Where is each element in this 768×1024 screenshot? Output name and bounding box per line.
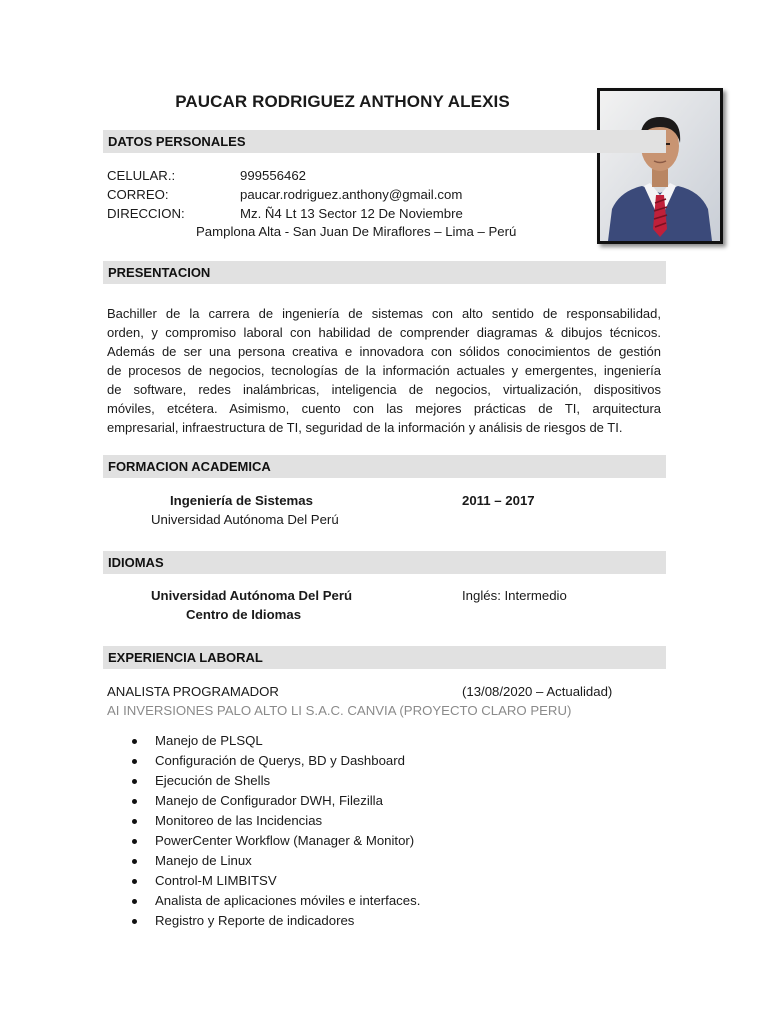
section-header-education xyxy=(103,455,666,478)
phone-label: CELULAR.: xyxy=(107,168,176,183)
section-header-personal xyxy=(103,130,666,153)
section-header-experience xyxy=(103,646,666,669)
section-title: PRESENTACION xyxy=(108,265,211,280)
profile-photo-image xyxy=(600,91,720,241)
email-label: CORREO: xyxy=(107,187,169,202)
presentation-line: orden, y compromiso laboral con habilidad de comprender diagramas & dibujos técnicos. xyxy=(107,325,661,340)
job-company: AI INVERSIONES PALO ALTO LI S.A.C. CANVIA (PROYECTO CLARO PERU) xyxy=(107,703,572,718)
presentation-text xyxy=(107,304,661,437)
list-item: Ejecución de Shells xyxy=(130,771,420,791)
language-institution: Universidad Autónoma Del Perú xyxy=(151,588,353,603)
list-item: Monitoreo de las Incidencias xyxy=(130,811,420,831)
phone-value: 999556462 xyxy=(240,168,307,183)
presentation-line: de software, redes inalámbricas, inteligencia de negocios, virtualización, dispositivos xyxy=(107,382,661,397)
list-item: Manejo de Configurador DWH, Filezilla xyxy=(130,791,420,811)
candidate-name: PAUCAR RODRIGUEZ ANTHONY ALEXIS xyxy=(175,92,510,111)
education-institution: Universidad Autónoma Del Perú xyxy=(151,512,339,527)
section-title: IDIOMAS xyxy=(108,555,164,570)
list-item: Configuración de Querys, BD y Dashboard xyxy=(130,751,420,771)
job-role: ANALISTA PROGRAMADOR xyxy=(107,684,279,699)
address-line-1: Mz. Ñ4 Lt 13 Sector 12 De Noviembre xyxy=(240,206,463,221)
section-title: FORMACION ACADEMICA xyxy=(108,459,271,474)
profile-photo xyxy=(597,88,723,244)
presentation-line: Además de ser una persona creativa e innovadora con sólidos conocimientos de gestión xyxy=(107,344,661,359)
education-degree: Ingeniería de Sistemas xyxy=(170,493,313,508)
list-item: Manejo de Linux xyxy=(130,851,420,871)
education-years: 2011 – 2017 xyxy=(462,493,535,508)
job-period: (13/08/2020 – Actualidad) xyxy=(462,684,613,699)
list-item: Manejo de PLSQL xyxy=(130,731,420,751)
section-title: DATOS PERSONALES xyxy=(108,134,246,149)
list-item: Registro y Reporte de indicadores xyxy=(130,911,420,931)
address-label: DIRECCION: xyxy=(107,206,185,221)
job-task-list xyxy=(130,731,420,931)
list-item: Control-M LIMBITSV xyxy=(130,871,420,891)
language-center: Centro de Idiomas xyxy=(186,607,302,622)
list-item: PowerCenter Workflow (Manager & Monitor) xyxy=(130,831,420,851)
address-line-2: Pamplona Alta - San Juan De Miraflores – Lima – Perú xyxy=(196,224,517,239)
section-header-presentation xyxy=(103,261,666,284)
email-value: paucar.rodriguez.anthony@gmail.com xyxy=(240,187,463,202)
presentation-line: de procesos de negocios, tecnologías de la información actuales y emergentes, ingeniería xyxy=(107,363,661,378)
presentation-line: empresarial, infraestructura de TI, seguridad de la información y análisis de riesgos de TI. xyxy=(107,420,623,435)
list-item: Analista de aplicaciones móviles e interfaces. xyxy=(130,891,420,911)
section-header-languages xyxy=(103,551,666,574)
presentation-line: móviles, etcétera. Asimismo, cuento con las mejores prácticas de TI, arquitectura xyxy=(107,401,661,416)
presentation-line: Bachiller de la carrera de ingeniería de sistemas con alto sentido de responsabilidad, xyxy=(107,306,661,321)
section-title: EXPERIENCIA LABORAL xyxy=(108,650,263,665)
language-level: Inglés: Intermedio xyxy=(462,588,567,603)
